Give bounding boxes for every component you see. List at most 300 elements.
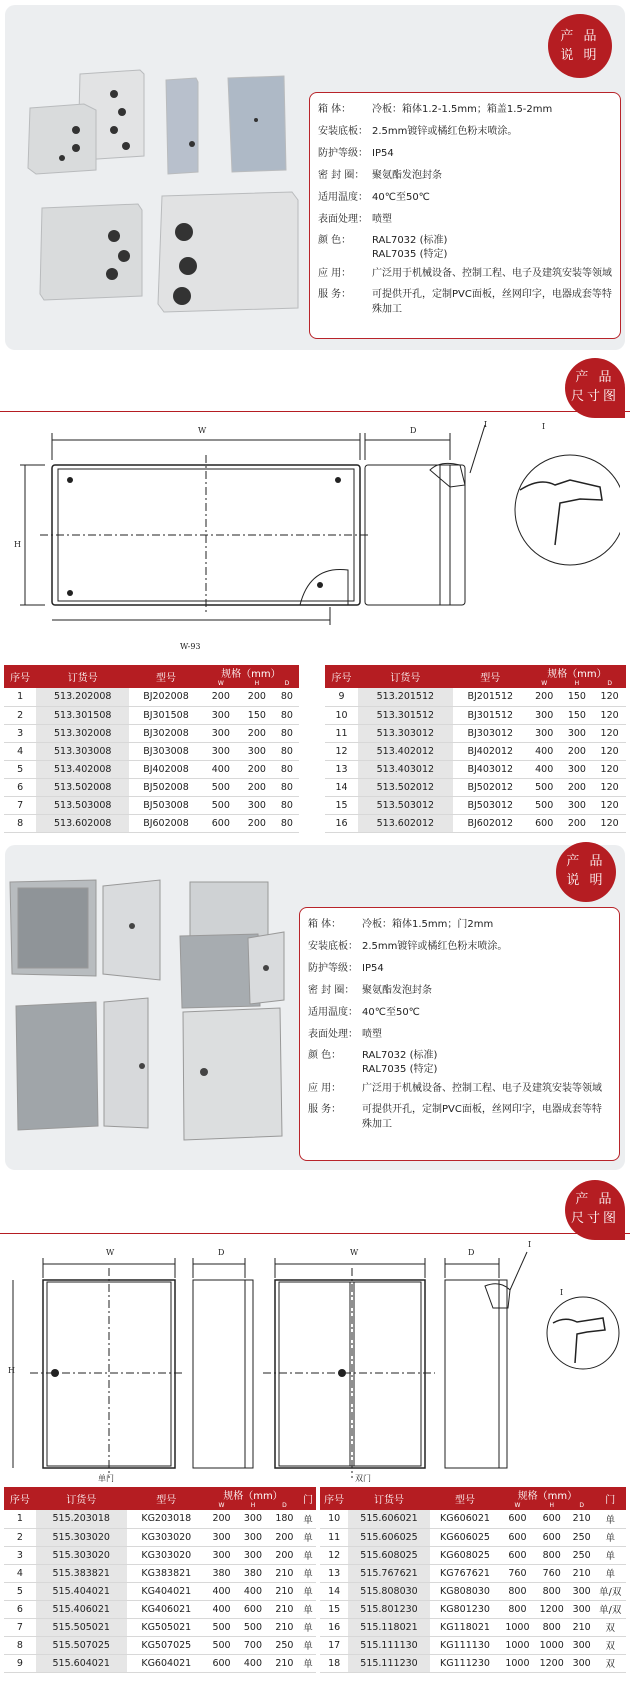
table-cell: 6 xyxy=(4,778,36,796)
dim-label-w: W xyxy=(198,426,207,435)
table-cell: 600 xyxy=(500,1510,534,1528)
table-cell: 16 xyxy=(325,814,358,832)
table-cell: 200 xyxy=(239,688,275,706)
dimension-drawing-2 xyxy=(5,1238,625,1488)
table-cell: KG111130 xyxy=(430,1636,501,1654)
caption-double-door: 双门 xyxy=(355,1474,371,1483)
table-cell: BJ303008 xyxy=(129,742,203,760)
badge-product-description: 产 品 说 明 xyxy=(556,842,616,902)
table-cell: 300 xyxy=(237,1510,268,1528)
table-cell: 9 xyxy=(4,1654,36,1672)
table-row xyxy=(320,1618,626,1636)
table-row xyxy=(4,724,299,742)
table-cell: 7 xyxy=(4,796,36,814)
table-cell: KG801230 xyxy=(430,1600,501,1618)
table-cell: 120 xyxy=(593,742,626,760)
table-cell: 515.303020 xyxy=(36,1528,127,1546)
table-cell: 200 xyxy=(528,688,561,706)
table-cell: 513.503008 xyxy=(36,796,129,814)
table-cell: BJ503008 xyxy=(129,796,203,814)
table-cell: 210 xyxy=(269,1600,300,1618)
table-cell: 16 xyxy=(320,1618,348,1636)
table-cell: 515.507025 xyxy=(36,1636,127,1654)
table-cell: 80 xyxy=(275,760,299,778)
divider-line xyxy=(0,1233,630,1234)
table-cell: 515.606025 xyxy=(348,1528,429,1546)
table-cell: 513.201512 xyxy=(358,688,453,706)
table-cell: 210 xyxy=(269,1582,300,1600)
table-cell: 200 xyxy=(206,1510,237,1528)
spec-row: 防护等级： IP54 xyxy=(308,963,384,974)
table-cell: 150 xyxy=(239,706,275,724)
table-cell: 200 xyxy=(239,778,275,796)
table-cell: 10 xyxy=(320,1510,348,1528)
table-cell: 7 xyxy=(4,1618,36,1636)
table-cell: BJ301512 xyxy=(453,706,528,724)
table-cell: 513.301512 xyxy=(358,706,453,724)
table-cell: KG606025 xyxy=(430,1528,501,1546)
table-row xyxy=(4,1510,316,1528)
table-cell: KG606021 xyxy=(430,1510,501,1528)
table-row xyxy=(4,1528,316,1546)
table-cell: 14 xyxy=(320,1582,348,1600)
col-seq: 序号 xyxy=(325,665,358,688)
table-cell: 150 xyxy=(561,688,594,706)
table-cell: 380 xyxy=(237,1564,268,1582)
table-cell: 单 xyxy=(595,1510,626,1528)
table-cell: 300 xyxy=(569,1582,595,1600)
table-cell: 8 xyxy=(4,1636,36,1654)
table-cell: 1 xyxy=(4,688,36,706)
table-cell: 200 xyxy=(561,742,594,760)
table-cell: 513.403012 xyxy=(358,760,453,778)
table-cell: 515.406021 xyxy=(36,1600,127,1618)
table-cell: 400 xyxy=(237,1654,268,1672)
table-cell: 120 xyxy=(593,724,626,742)
spec-row: 安装底板： 2.5mm镀锌或橘红色粉末喷涂。 xyxy=(308,941,508,952)
table-cell: 400 xyxy=(237,1582,268,1600)
table-cell: 120 xyxy=(593,778,626,796)
spec-row: 颜 色： RAL7032 (标准) xyxy=(318,235,448,246)
table-cell: 单 xyxy=(300,1564,316,1582)
table-row xyxy=(4,1636,316,1654)
table-cell: 单 xyxy=(300,1618,316,1636)
table-cell: 515.203018 xyxy=(36,1510,127,1528)
table-cell: 单 xyxy=(300,1528,316,1546)
table-cell: 120 xyxy=(593,796,626,814)
table-cell: 2 xyxy=(4,1528,36,1546)
table-cell: 5 xyxy=(4,760,36,778)
table-row xyxy=(4,1582,316,1600)
table-cell: 513.602012 xyxy=(358,814,453,832)
table-cell: 513.301508 xyxy=(36,706,129,724)
detail-label-i: I xyxy=(528,1240,532,1249)
table-cell: 515.608025 xyxy=(348,1546,429,1564)
table-row xyxy=(325,814,626,832)
col-h: H xyxy=(239,680,275,688)
spec-row: 应 用： 广泛用于机械设备、控制工程、电子及建筑安装等领域 xyxy=(308,1083,602,1094)
table-row xyxy=(4,1600,316,1618)
table-cell: BJ502008 xyxy=(129,778,203,796)
col-model: 型号 xyxy=(430,1487,501,1510)
table-cell: 200 xyxy=(239,814,275,832)
spec-table-1-right xyxy=(325,665,626,833)
col-seq: 序号 xyxy=(4,1487,36,1510)
spec-table-1-left xyxy=(4,665,299,833)
table-cell: 800 xyxy=(535,1618,569,1636)
caption-single-door: 单门 xyxy=(98,1474,114,1483)
table-cell: 17 xyxy=(320,1636,348,1654)
table-cell: 10 xyxy=(325,706,358,724)
table-cell: 15 xyxy=(320,1600,348,1618)
table-cell: 双 xyxy=(595,1654,626,1672)
table-cell: KG604021 xyxy=(127,1654,206,1672)
table-cell: 515.111130 xyxy=(348,1636,429,1654)
table-cell: 210 xyxy=(269,1564,300,1582)
table-cell: KG404021 xyxy=(127,1582,206,1600)
col-model: 型号 xyxy=(129,665,203,688)
table-cell: 12 xyxy=(325,742,358,760)
table-cell: 双 xyxy=(595,1636,626,1654)
table-cell: 210 xyxy=(569,1564,595,1582)
table-cell: 200 xyxy=(269,1546,300,1564)
table-row xyxy=(4,1546,316,1564)
table-cell: 单 xyxy=(300,1546,316,1564)
col-order: 订货号 xyxy=(358,665,453,688)
table-cell: 300 xyxy=(237,1528,268,1546)
table-cell: 1200 xyxy=(535,1654,569,1672)
table-row xyxy=(4,1618,316,1636)
table-cell: 200 xyxy=(561,814,594,832)
table-cell: 500 xyxy=(206,1618,237,1636)
table-cell: 300 xyxy=(206,1546,237,1564)
table-cell: 80 xyxy=(275,742,299,760)
table-cell: 300 xyxy=(206,1528,237,1546)
table-cell: 300 xyxy=(528,706,561,724)
table-row xyxy=(320,1600,626,1618)
table-cell: 250 xyxy=(269,1636,300,1654)
table-cell: 180 xyxy=(269,1510,300,1528)
badge-product-description: 产 品 说 明 xyxy=(548,14,612,78)
table-cell: 300 xyxy=(561,724,594,742)
col-model: 型号 xyxy=(127,1487,206,1510)
table-cell: 1000 xyxy=(500,1618,534,1636)
table-cell: 双 xyxy=(595,1618,626,1636)
badge-dimension-drawing: 产 品 尺寸图 xyxy=(565,358,625,418)
table-cell: 515.383821 xyxy=(36,1564,127,1582)
table-cell: 单 xyxy=(300,1582,316,1600)
table-cell: 760 xyxy=(535,1564,569,1582)
spec-info-box-1 xyxy=(309,92,621,339)
table-cell: 515.303020 xyxy=(36,1546,127,1564)
table-row xyxy=(4,814,299,832)
table-cell: 210 xyxy=(269,1618,300,1636)
col-order: 订货号 xyxy=(348,1487,429,1510)
table-row xyxy=(325,778,626,796)
table-cell: KG505021 xyxy=(127,1618,206,1636)
table-cell: 单 xyxy=(595,1546,626,1564)
table-cell: BJ202008 xyxy=(129,688,203,706)
table-cell: KG118021 xyxy=(430,1618,501,1636)
spec-row: 表面处理： 喷塑 xyxy=(308,1029,382,1040)
table-cell: 500 xyxy=(203,796,239,814)
dim-label-h: H xyxy=(14,540,21,549)
table-cell: 400 xyxy=(203,760,239,778)
spec-row: 适用温度： 40℃至50℃ xyxy=(308,1007,420,1018)
col-d: D xyxy=(569,1502,595,1510)
table-cell: 515.767621 xyxy=(348,1564,429,1582)
table-cell: BJ402008 xyxy=(129,760,203,778)
table-cell: 200 xyxy=(561,778,594,796)
col-spec: 规格（mm） xyxy=(528,665,626,680)
table-cell: 210 xyxy=(269,1654,300,1672)
spec-table-2-left xyxy=(4,1487,316,1673)
table-cell: 400 xyxy=(206,1582,237,1600)
table-cell: 单/双 xyxy=(595,1600,626,1618)
table-cell: 600 xyxy=(535,1510,569,1528)
table-cell: BJ301508 xyxy=(129,706,203,724)
table-cell: 1 xyxy=(4,1510,36,1528)
product-photo-cabinets xyxy=(8,876,293,1156)
table-row xyxy=(325,724,626,742)
table-row xyxy=(325,706,626,724)
table-row xyxy=(320,1636,626,1654)
spec-row: 应 用： 广泛用于机械设备、控制工程、电子及建筑安装等领域 xyxy=(318,268,612,279)
table-cell: KG303020 xyxy=(127,1546,206,1564)
table-cell: 200 xyxy=(269,1528,300,1546)
table-cell: 80 xyxy=(275,706,299,724)
table-cell: 600 xyxy=(535,1528,569,1546)
table-cell: BJ303012 xyxy=(453,724,528,742)
table-cell: 515.604021 xyxy=(36,1654,127,1672)
col-door: 门 xyxy=(300,1487,316,1510)
table-cell: 515.505021 xyxy=(36,1618,127,1636)
table-cell: 300 xyxy=(203,742,239,760)
dim-label-w-single: W xyxy=(106,1248,115,1257)
table-cell: 513.502012 xyxy=(358,778,453,796)
col-d: D xyxy=(593,680,626,688)
table-cell: 80 xyxy=(275,796,299,814)
col-spec: 规格（mm） xyxy=(206,1487,300,1502)
table-cell: 200 xyxy=(239,760,275,778)
table-cell: 800 xyxy=(500,1582,534,1600)
table-cell: 500 xyxy=(237,1618,268,1636)
table-cell: 210 xyxy=(569,1618,595,1636)
table-cell: 120 xyxy=(593,814,626,832)
table-cell: 4 xyxy=(4,742,36,760)
table-cell: 200 xyxy=(203,688,239,706)
col-door: 门 xyxy=(595,1487,626,1510)
table-cell: 3 xyxy=(4,1546,36,1564)
col-d: D xyxy=(269,1502,300,1510)
table-cell: KG507025 xyxy=(127,1636,206,1654)
col-model: 型号 xyxy=(453,665,528,688)
table-cell: 300 xyxy=(203,706,239,724)
table-row xyxy=(4,796,299,814)
table-cell: 760 xyxy=(500,1564,534,1582)
table-cell: 150 xyxy=(561,706,594,724)
table-cell: 800 xyxy=(500,1600,534,1618)
table-cell: KG203018 xyxy=(127,1510,206,1528)
table-cell: 单 xyxy=(300,1654,316,1672)
table-row xyxy=(320,1654,626,1672)
table-cell: 600 xyxy=(500,1528,534,1546)
table-cell: BJ403012 xyxy=(453,760,528,778)
table-row xyxy=(4,742,299,760)
spec-row: 服 务： 可提供开孔，定制PVC面板，丝网印字，电器成套等特殊加工 xyxy=(308,1104,602,1130)
table-row xyxy=(4,1654,316,1672)
table-cell: 6 xyxy=(4,1600,36,1618)
table-cell: 13 xyxy=(325,760,358,778)
table-cell: 8 xyxy=(4,814,36,832)
table-cell: 300 xyxy=(569,1654,595,1672)
table-cell: 513.303012 xyxy=(358,724,453,742)
table-cell: 13 xyxy=(320,1564,348,1582)
table-cell: 513.503012 xyxy=(358,796,453,814)
table-cell: 600 xyxy=(203,814,239,832)
table-cell: BJ602008 xyxy=(129,814,203,832)
spec-row: RAL7035 (特定) xyxy=(362,1064,438,1075)
spec-table-2-right xyxy=(320,1487,626,1673)
table-cell: 80 xyxy=(275,688,299,706)
divider-line xyxy=(0,411,630,412)
table-cell: 700 xyxy=(237,1636,268,1654)
table-cell: 515.801230 xyxy=(348,1600,429,1618)
table-cell: KG406021 xyxy=(127,1600,206,1618)
table-cell: 600 xyxy=(237,1600,268,1618)
dimension-drawing-1 xyxy=(10,415,620,660)
table-cell: 11 xyxy=(320,1528,348,1546)
dim-label-d-single: D xyxy=(218,1248,225,1257)
table-cell: 600 xyxy=(528,814,561,832)
col-spec: 规格（mm） xyxy=(500,1487,594,1502)
col-w: W xyxy=(206,1502,237,1510)
table-cell: 80 xyxy=(275,778,299,796)
table-cell: KG111230 xyxy=(430,1654,501,1672)
table-cell: 300 xyxy=(561,796,594,814)
table-cell: 400 xyxy=(206,1600,237,1618)
table-cell: 300 xyxy=(239,796,275,814)
table-cell: 15 xyxy=(325,796,358,814)
table-cell: 80 xyxy=(275,814,299,832)
table-cell: 80 xyxy=(275,724,299,742)
table-cell: 120 xyxy=(593,760,626,778)
table-cell: 11 xyxy=(325,724,358,742)
table-cell: 300 xyxy=(561,760,594,778)
dim-label-w-double: W xyxy=(350,1248,359,1257)
table-cell: 1000 xyxy=(500,1654,534,1672)
table-cell: 3 xyxy=(4,724,36,742)
table-row xyxy=(325,688,626,706)
dim-label-w93: W-93 xyxy=(180,642,201,651)
table-cell: 600 xyxy=(206,1654,237,1672)
table-cell: 400 xyxy=(528,760,561,778)
table-cell: BJ402012 xyxy=(453,742,528,760)
table-cell: 单 xyxy=(300,1510,316,1528)
table-row xyxy=(4,778,299,796)
table-cell: BJ602012 xyxy=(453,814,528,832)
table-row xyxy=(4,760,299,778)
spec-row: 箱 体： 冷板：箱体1.5mm；门2mm xyxy=(308,919,494,930)
table-cell: 515.404021 xyxy=(36,1582,127,1600)
table-cell: 800 xyxy=(535,1546,569,1564)
table-row xyxy=(320,1528,626,1546)
col-seq: 序号 xyxy=(4,665,36,688)
col-h: H xyxy=(237,1502,268,1510)
table-row xyxy=(325,760,626,778)
table-cell: 单 xyxy=(300,1600,316,1618)
table-cell: 513.303008 xyxy=(36,742,129,760)
table-cell: 单 xyxy=(595,1564,626,1582)
spec-row: 适用温度： 40℃至50℃ xyxy=(318,192,430,203)
table-cell: KG303020 xyxy=(127,1528,206,1546)
detail-label-i-zoom: I xyxy=(542,422,546,431)
table-cell: 400 xyxy=(528,742,561,760)
table-cell: 200 xyxy=(239,724,275,742)
table-cell: 1000 xyxy=(500,1636,534,1654)
spec-info-box-2 xyxy=(299,907,620,1161)
table-cell: KG383821 xyxy=(127,1564,206,1582)
col-w: W xyxy=(500,1502,534,1510)
table-cell: 513.502008 xyxy=(36,778,129,796)
table-row xyxy=(325,742,626,760)
dim-label-d-double: D xyxy=(468,1248,475,1257)
table-cell: 500 xyxy=(528,778,561,796)
table-cell: 300 xyxy=(528,724,561,742)
table-cell: 210 xyxy=(569,1510,595,1528)
spec-row: 箱 体： 冷板：箱体1.2-1.5mm；箱盖1.5-2mm xyxy=(318,104,553,115)
col-order: 订货号 xyxy=(36,1487,127,1510)
col-h: H xyxy=(535,1502,569,1510)
table-cell: 2 xyxy=(4,706,36,724)
table-cell: 500 xyxy=(528,796,561,814)
spec-row: 颜 色： RAL7032 (标准) xyxy=(308,1050,438,1061)
table-cell: 单/双 xyxy=(595,1582,626,1600)
table-cell: 300 xyxy=(203,724,239,742)
table-cell: 500 xyxy=(206,1636,237,1654)
table-cell: 14 xyxy=(325,778,358,796)
spec-row: 表面处理： 喷塑 xyxy=(318,214,392,225)
dim-label-h: H xyxy=(8,1366,15,1375)
table-cell: BJ502012 xyxy=(453,778,528,796)
table-row xyxy=(4,688,299,706)
col-d: D xyxy=(275,680,299,688)
table-row xyxy=(320,1510,626,1528)
table-cell: 515.808030 xyxy=(348,1582,429,1600)
table-cell: BJ302008 xyxy=(129,724,203,742)
table-cell: BJ201512 xyxy=(453,688,528,706)
table-cell: 515.118021 xyxy=(348,1618,429,1636)
table-cell: 18 xyxy=(320,1654,348,1672)
table-cell: 250 xyxy=(569,1546,595,1564)
col-w: W xyxy=(203,680,239,688)
table-cell: 513.202008 xyxy=(36,688,129,706)
table-row xyxy=(320,1582,626,1600)
table-cell: 513.302008 xyxy=(36,724,129,742)
table-cell: 单 xyxy=(300,1636,316,1654)
spec-row: 服 务： 可提供开孔，定制PVC面板，丝网印字，电器成套等特殊加工 xyxy=(318,289,612,315)
table-cell: KG608025 xyxy=(430,1546,501,1564)
table-cell: 120 xyxy=(593,706,626,724)
dim-label-d: D xyxy=(410,426,417,435)
table-cell: 120 xyxy=(593,688,626,706)
table-row xyxy=(4,1564,316,1582)
table-row xyxy=(320,1564,626,1582)
table-cell: BJ503012 xyxy=(453,796,528,814)
table-cell: 单 xyxy=(595,1528,626,1546)
col-h: H xyxy=(561,680,594,688)
col-spec: 规格（mm） xyxy=(203,665,299,680)
